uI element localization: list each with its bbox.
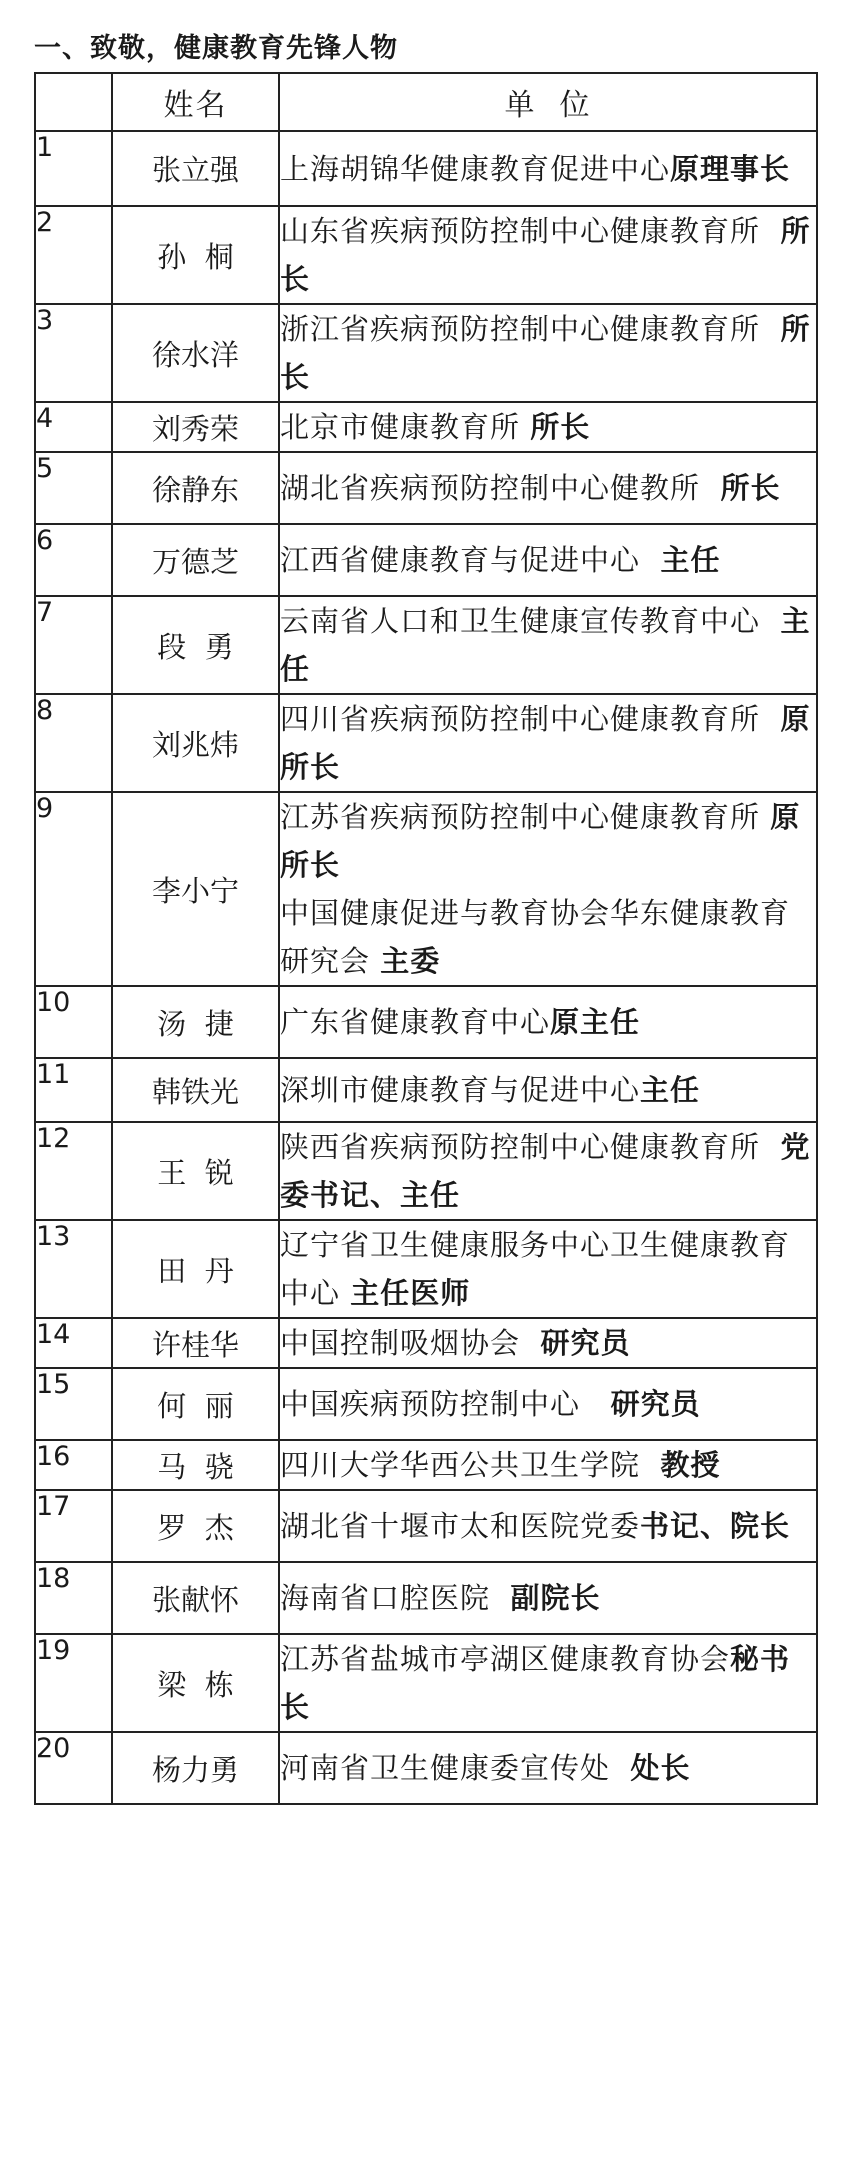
job-title: 研究员 [540,1326,631,1360]
organization-cell [279,1562,817,1634]
pioneer-table [34,72,818,1805]
organization-name: 江苏省疾病预防控制中心健康教育所 [280,800,771,834]
row-index: 4 [35,402,112,452]
table-row [35,452,817,524]
person-name: 田 丹 [112,1220,279,1318]
table-row [35,1220,817,1318]
row-index: 11 [35,1058,112,1122]
person-name: 徐静东 [112,452,279,524]
organization-line [280,1635,816,1731]
organization-line [280,793,816,889]
organization-line [280,1441,816,1489]
organization-cell [279,304,817,402]
organization-line [280,1574,816,1622]
organization-cell [279,986,817,1058]
job-title: 原所长 [280,800,801,882]
person-name: 杨力勇 [112,1732,279,1804]
row-index: 19 [35,1634,112,1732]
job-title: 原主任 [550,1005,641,1039]
row-index: 16 [35,1440,112,1490]
organization-line [280,1319,816,1367]
row-index: 17 [35,1490,112,1562]
job-title: 研究员 [610,1387,701,1421]
organization-name: 广东省健康教育中心 [280,1005,551,1039]
row-index: 2 [35,206,112,304]
person-name: 汤 捷 [112,986,279,1058]
row-index: 15 [35,1368,112,1440]
person-name: 罗 杰 [112,1490,279,1562]
organization-name: 江西省健康教育与促进中心 [280,543,661,577]
organization-line [280,695,816,791]
organization-line [280,597,816,693]
organization-line [280,1123,816,1219]
organization-cell [279,694,817,792]
table-row [35,206,817,304]
page-heading: 一、致敬，健康教育先锋人物 [34,33,398,64]
job-title: 副院长 [510,1581,601,1615]
organization-name: 辽宁省卫生健康服务中心卫生健康教育中心 [280,1228,791,1310]
person-name: 许桂华 [112,1318,279,1368]
organization-cell [279,596,817,694]
header-index [35,73,112,131]
organization-cell [279,524,817,596]
organization-name: 河南省卫生健康委宣传处 [280,1751,631,1785]
organization-line [280,464,816,512]
table-row [35,1318,817,1368]
organization-name: 陕西省疾病预防控制中心健康教育所 [280,1130,781,1164]
row-index: 20 [35,1732,112,1804]
organization-cell [279,206,817,304]
person-name: 刘兆炜 [112,694,279,792]
job-title: 主委 [380,944,441,978]
table-row [35,1634,817,1732]
job-title: 主任 [280,604,811,686]
person-name: 何 丽 [112,1368,279,1440]
person-name: 段 勇 [112,596,279,694]
organization-name: 湖北省十堰市太和医院党委 [280,1509,641,1543]
organization-name: 中国疾病预防控制中心 [280,1387,611,1421]
organization-name: 四川省疾病预防控制中心健康教育所 [280,702,781,736]
organization-cell [279,1732,817,1804]
organization-name: 湖北省疾病预防控制中心健教所 [280,471,721,505]
row-index: 6 [35,524,112,596]
table-row [35,402,817,452]
person-name: 刘秀荣 [112,402,279,452]
organization-cell [279,1634,817,1732]
table-row [35,1490,817,1562]
job-title: 处长 [630,1751,691,1785]
person-name: 张献怀 [112,1562,279,1634]
person-name: 李小宁 [112,792,279,986]
person-name: 孙 桐 [112,206,279,304]
organization-cell [279,131,817,206]
organization-name: 海南省口腔医院 [280,1581,511,1615]
organization-line [280,1380,816,1428]
person-name: 张立强 [112,131,279,206]
table-row [35,1440,817,1490]
row-index: 1 [35,131,112,206]
organization-cell [279,1220,817,1318]
organization-cell [279,452,817,524]
organization-cell [279,1122,817,1220]
organization-line [280,1502,816,1550]
job-title: 秘书长 [280,1642,791,1724]
organization-cell [279,1058,817,1122]
organization-name: 云南省人口和卫生健康宣传教育中心 [280,604,781,638]
row-index: 14 [35,1318,112,1368]
person-name: 徐水洋 [112,304,279,402]
row-index: 9 [35,792,112,986]
table-row [35,131,817,206]
organization-cell [279,402,817,452]
organization-cell [279,1318,817,1368]
job-title: 所长 [280,312,811,394]
organization-line [280,1221,816,1317]
table-row [35,1368,817,1440]
job-title: 主任 [660,543,721,577]
table-row [35,1562,817,1634]
organization-line [280,1744,816,1792]
job-title: 所长 [530,410,591,444]
organization-name: 中国健康促进与教育协会华东健康教育研究会 [280,896,791,978]
job-title: 党委书记、主任 [280,1130,811,1212]
row-index: 13 [35,1220,112,1318]
organization-name: 北京市健康教育所 [280,410,531,444]
organization-line [280,305,816,401]
organization-cell [279,1440,817,1490]
table-body [35,131,817,1804]
organization-line [280,403,816,451]
table-row [35,986,817,1058]
person-name: 梁 栋 [112,1634,279,1732]
header-unit: 单 位 [279,73,817,131]
job-title: 所长 [720,471,781,505]
row-index: 3 [35,304,112,402]
table-header-row [35,73,817,131]
row-index: 18 [35,1562,112,1634]
organization-cell [279,1490,817,1562]
table-row [35,304,817,402]
table-row [35,1122,817,1220]
job-title: 原所长 [280,702,811,784]
job-title: 主任 [640,1073,701,1107]
row-index: 10 [35,986,112,1058]
person-name: 马 骁 [112,1440,279,1490]
job-title: 所长 [280,214,811,296]
organization-line [280,207,816,303]
organization-line [280,1066,816,1114]
organization-cell [279,792,817,986]
table-row [35,1058,817,1122]
table-row [35,524,817,596]
job-title: 主任医师 [350,1276,471,1310]
organization-line [280,889,816,985]
job-title: 书记、院长 [640,1509,791,1543]
organization-name: 上海胡锦华健康教育促进中心 [280,151,671,186]
row-index: 5 [35,452,112,524]
table-row [35,596,817,694]
organization-name: 江苏省盐城市亭湖区健康教育协会 [280,1642,731,1676]
job-title: 原理事长 [670,151,791,186]
row-index: 7 [35,596,112,694]
organization-name: 深圳市健康教育与促进中心 [280,1073,641,1107]
row-index: 8 [35,694,112,792]
organization-name: 四川大学华西公共卫生学院 [280,1448,661,1482]
row-index: 12 [35,1122,112,1220]
organization-line [280,998,816,1046]
person-name: 万德芝 [112,524,279,596]
job-title: 教授 [660,1448,721,1482]
header-name: 姓名 [112,73,279,131]
table-row [35,694,817,792]
organization-name: 浙江省疾病预防控制中心健康教育所 [280,312,781,346]
organization-line [280,145,816,193]
organization-cell [279,1368,817,1440]
organization-name: 山东省疾病预防控制中心健康教育所 [280,214,781,248]
person-name: 韩铁光 [112,1058,279,1122]
table-row [35,1732,817,1804]
organization-line [280,536,816,584]
organization-name: 中国控制吸烟协会 [280,1326,541,1360]
table-row [35,792,817,986]
person-name: 王 锐 [112,1122,279,1220]
